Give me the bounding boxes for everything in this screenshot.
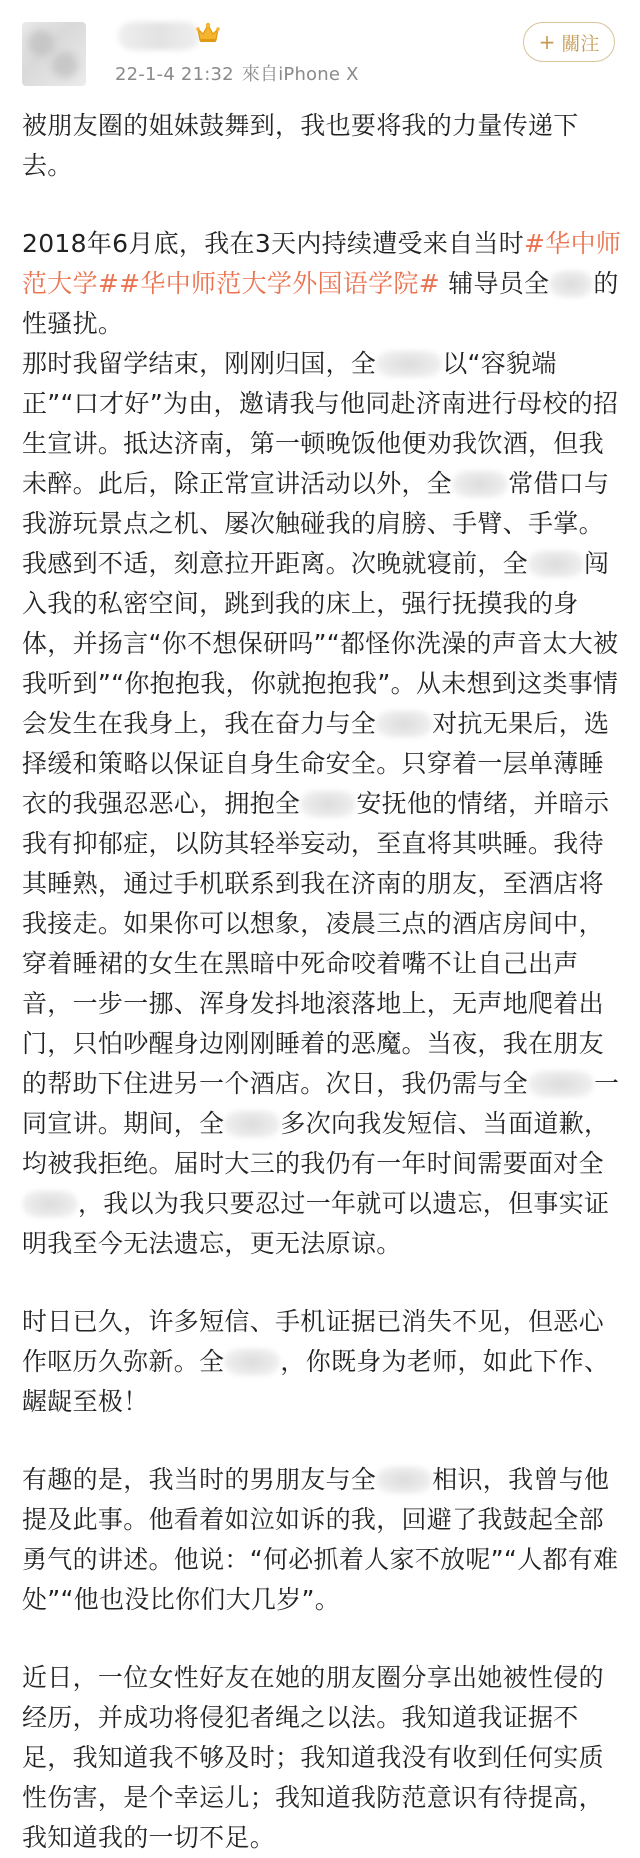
paragraph-text: 常借口与我游玩景点之机、屡次触碰我的肩膀、手臂、手掌。我感到不适，刻意拉开距离。次晚就寝前，全 [22,469,610,578]
paragraph-text: 一同宣讲。期间，全 [22,1069,620,1138]
paragraph-6: 近日，一位女性好友在她的朋友圈分享出她被性侵的经历，并成功将侵犯者绳之以法。我知道我证据不足，我知道我不够及时；我知道我没有收到任何实质性伤害，是个幸运儿；我知道我防范意识有待提高，我知道我的一切不足。 [22,1663,604,1852]
name-redaction [224,1110,280,1138]
post-source[interactable]: 來自iPhone X [241,64,359,85]
name-redaction [376,1466,432,1494]
post-meta [115,60,359,86]
paragraph-text: ，你既身为老师，如此下作、龌龊至极！ [22,1347,610,1416]
name-redaction [376,350,442,378]
paragraph-text: 的性骚扰。 [22,269,619,338]
post-content [22,106,622,1858]
paragraph-text: 相识，我曾与他提及此事。他看着如泣如诉的我，回避了我鼓起全部勇气的讲述。他说：“何必抓着人家不放呢”“人都有难处”“他也没比你们大几岁”。 [22,1465,619,1614]
paragraph-text: 多次向我发短信、当面道歉，均被我拒绝。届时大三的我仍有一年时间需要面对全 [22,1109,610,1178]
paragraph-text: 辅导员全 [439,269,550,298]
follow-button[interactable] [523,22,615,62]
paragraph-text: 时日已久，许多短信、手机证据已消失不见，但恶心作呕历久弥新。全 [22,1307,604,1376]
paragraph-text: 有趣的是，我当时的男朋友与全 [22,1465,377,1494]
paragraph-5 [22,1460,622,1620]
topic-tag[interactable]: #华中师范大学外国语学院# [119,269,440,298]
crown-icon [195,20,221,44]
paragraph-1: 被朋友圈的姐妹鼓舞到，我也要将我的力量传递下去。 [22,111,579,180]
follow-label: 關注 [561,32,600,55]
paragraph-text: 那时我留学结束，刚刚归国，全 [22,349,377,378]
paragraph-text: ，我以为我只要忍过一年就可以遗忘，但事实证明我至今无法遗忘，更无法原谅。 [22,1189,610,1258]
paragraph-text: 以“容貌端正”“口才好”为由，邀请我与他同赴济南进行母校的招生宣讲。抵达济南，第一顿晚饭他便劝我饮酒，但我未醉。此后，除正常宣讲活动以外，全 [22,349,619,498]
post-header [0,0,640,100]
name-redaction [528,550,584,578]
paragraph-text: 闯入我的私密空间，跳到我的床上，强行抚摸我的身体，并扬言“你不想保研吗”“都怪你洗澡的声音太大被我听到”“你抱抱我，你就抱抱我”。从未想到这类事情会发生在我身上，我在奋力与全 [22,549,619,738]
name-redaction [452,470,508,498]
name-redaction [376,710,432,738]
name-redaction [549,270,593,298]
paragraph-text: 2018年6月底，我在3天内持续遭受来自当时 [22,229,525,258]
paragraph-4 [22,1302,622,1422]
name-redaction [22,1190,78,1218]
avatar[interactable] [22,22,86,86]
paragraph-text: 对抗无果后，选择缓和策略以保证自身生命安全。只穿着一层单薄睡衣的我强忍恶心，拥抱全 [22,709,610,818]
name-redaction [528,1070,594,1098]
name-redaction [224,1348,280,1376]
username-redacted[interactable] [118,22,200,50]
name-redaction [300,790,356,818]
paragraph-2 [22,224,622,344]
avatar-blur [52,52,78,78]
avatar-blur [28,30,54,56]
paragraph-3 [22,344,622,1264]
post-date: 22-1-4 21:32 [115,64,234,85]
plus-icon: + [538,30,556,54]
paragraph-text: 安抚他的情绪，并暗示我有抑郁症，以防其轻举妄动，至直将其哄睡。我待其睡熟，通过手机联系到我在济南的朋友，至酒店将我接走。如果你可以想象，凌晨三点的酒店房间中，穿着睡裙的女生在黑暗中死命咬着嘴不让自己出声音，一步一挪、浑身发抖地滚落地上，无声地爬着出门，只怕吵醒身边刚刚睡着的恶魔。当夜，我在朋友的帮助下住进另一个酒店。次日，我仍需与全 [22,789,610,1098]
topic-tag[interactable]: #华中师范大学# [22,229,622,298]
